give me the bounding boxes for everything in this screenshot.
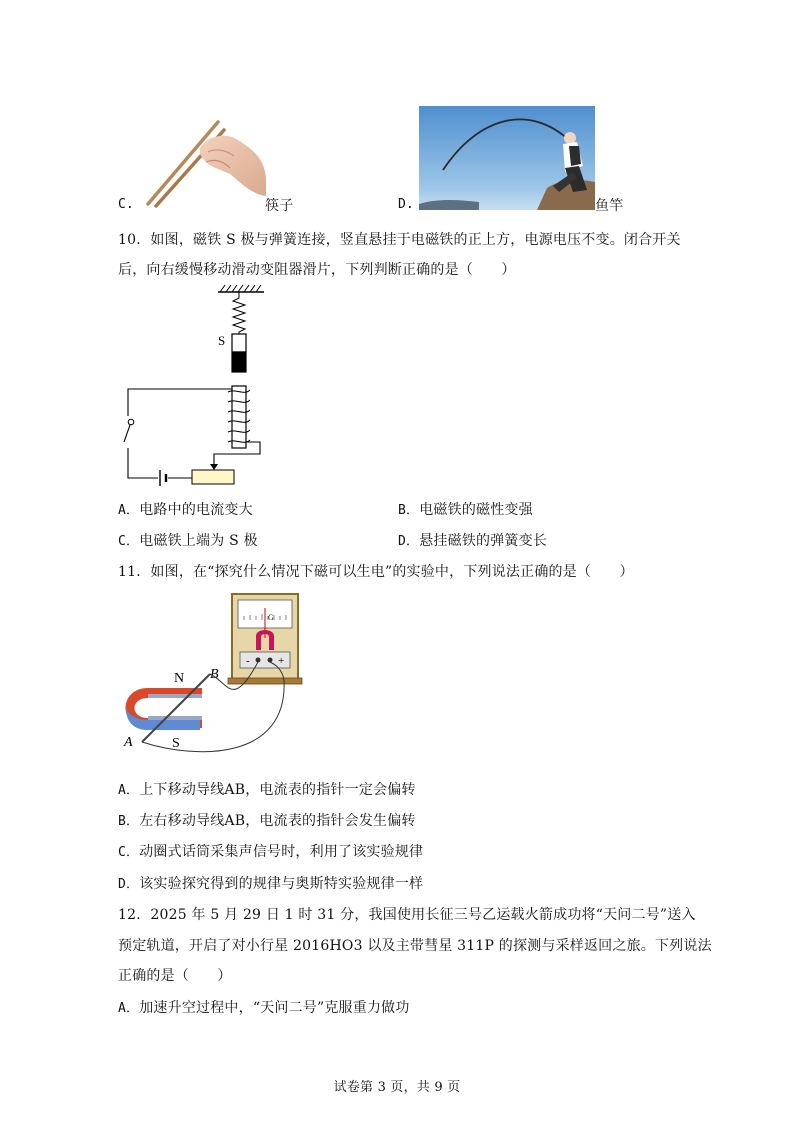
q11-option-d-text: 该实验探究得到的规律与奥斯特实验规律一样 xyxy=(139,876,424,892)
q11-option-c-label: C． xyxy=(118,845,140,860)
option-c-label: C. xyxy=(118,197,134,212)
q12-option-a-text: 加速升空过程中，“天问二号”克服重力做功 xyxy=(139,1000,410,1016)
q11-option-c xyxy=(118,841,423,861)
q10-option-a xyxy=(118,499,253,519)
q10-option-d xyxy=(398,530,547,550)
q11-option-d-label: D． xyxy=(118,877,140,892)
point-b-label: B xyxy=(210,667,219,682)
q10-option-a-text: 电路中的电流变大 xyxy=(139,502,253,518)
page-footer: 试卷第 3 页，共 9 页 xyxy=(333,1080,461,1095)
q12-stem-line1: 12．2025 年 5 月 29 日 1 时 31 分，我国使用长征三号乙运载火箭成功将“天问二号”送入 xyxy=(118,907,696,923)
q11-option-b-text: 左右移动导线AB，电流表的指针会发生偏转 xyxy=(139,813,416,829)
q10-stem-line1: 10．如图，磁铁 S 极与弹簧连接，竖直悬挂于电磁铁的正上方，电源电压不变。闭合开关 xyxy=(118,232,681,248)
q10-option-d-label: D． xyxy=(398,534,420,549)
q12-stem-line2: 预定轨道，开启了对小行星 2016HO3 以及主带彗星 311P 的探测与采样返回之旅。下列说法 xyxy=(118,938,712,954)
q11-option-d xyxy=(118,873,423,893)
magnet-s-pole-label: S xyxy=(172,736,180,751)
option-d-label: D. xyxy=(398,197,414,212)
magnet-n-label: N xyxy=(174,671,185,686)
q10-stem-line2: 后，向右缓慢移动滑动变阻器滑片，下列判断正确的是（ ） xyxy=(118,262,516,278)
q11-option-b xyxy=(118,810,416,830)
q10-option-a-label: A． xyxy=(118,503,140,518)
q10-option-b-text: 电磁铁的磁性变强 xyxy=(419,502,533,518)
q12-option-a xyxy=(118,997,410,1017)
electromagnet-circuit-figure xyxy=(118,282,278,494)
q11-option-a-label: A． xyxy=(118,783,140,798)
q10-option-d-text: 悬挂磁铁的弹簧变长 xyxy=(419,533,548,549)
chopsticks-image xyxy=(146,118,266,208)
q10-option-b xyxy=(398,499,533,519)
q12-stem-line3: 正确的是（ ） xyxy=(118,968,232,984)
galvanometer-g-label: G xyxy=(268,613,274,622)
q11-option-a xyxy=(118,779,416,799)
q10-option-c xyxy=(118,530,258,550)
galvanometer-plus-label: + xyxy=(278,655,285,667)
q11-option-a-text: 上下移动导线AB，电流表的指针一定会偏转 xyxy=(139,782,416,798)
q11-option-b-label: B． xyxy=(118,814,140,829)
q11-option-c-text: 动圈式话筒采集声信号时，利用了该实验规律 xyxy=(139,844,424,860)
fishing-rod-image xyxy=(419,106,595,210)
q11-stem: 11．如图，在“探究什么情况下磁可以生电”的实验中，下列说法正确的是（ ） xyxy=(118,564,634,580)
galvanometer-minus-label: - xyxy=(246,655,250,667)
option-c-text: 筷子 xyxy=(265,198,294,214)
q10-option-b-label: B． xyxy=(398,503,420,518)
q12-option-a-label: A． xyxy=(118,1001,140,1016)
option-d-text: 鱼竿 xyxy=(595,198,624,214)
q10-option-c-text: 电磁铁上端为 S 极 xyxy=(139,533,258,549)
point-a-label: A xyxy=(124,735,133,750)
magnet-s-label: S xyxy=(218,333,226,348)
q10-option-c-label: C． xyxy=(118,534,140,549)
induction-experiment-figure xyxy=(118,590,308,758)
